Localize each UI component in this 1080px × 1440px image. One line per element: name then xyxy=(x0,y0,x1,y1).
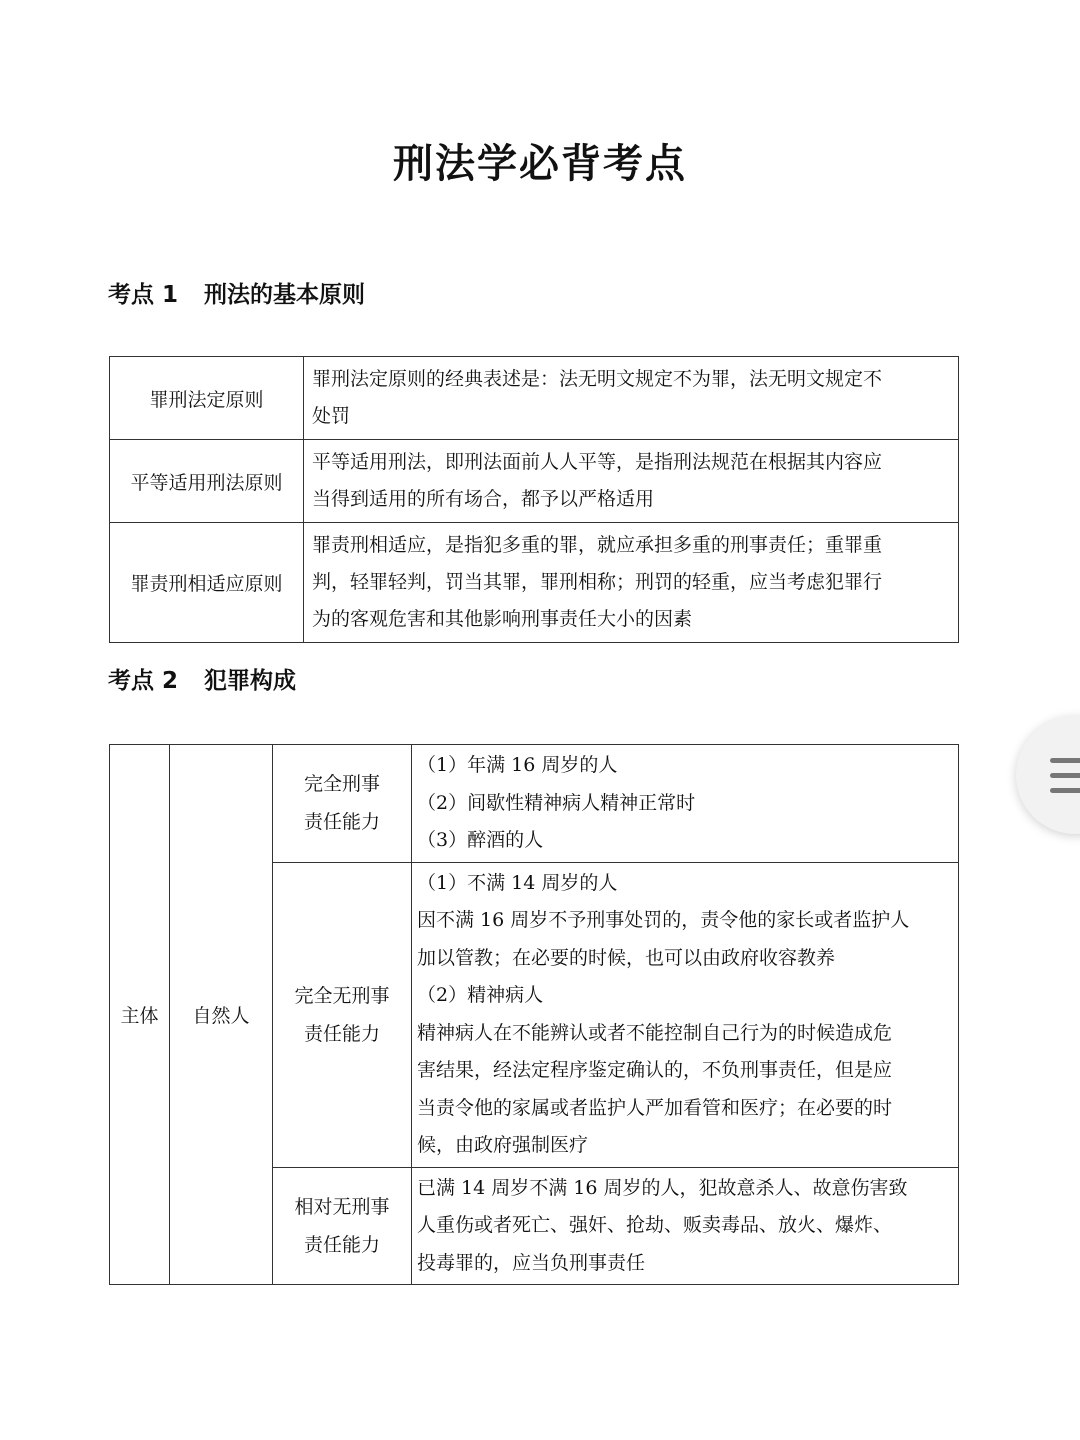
principle-description xyxy=(304,523,959,643)
text-line: 投毒罪的，应当负刑事责任 xyxy=(417,1251,646,1274)
text-line: （1）不满 14 周岁的人 xyxy=(417,871,618,894)
table-row xyxy=(110,523,959,643)
text-line: 精神病人在不能辨认或者不能控制自己行为的时候造成危 xyxy=(417,1021,893,1044)
section-title: 犯罪构成 xyxy=(204,668,297,694)
text-line: 责任能力 xyxy=(303,811,380,834)
text-line: 责任能力 xyxy=(303,1022,380,1045)
capacity-category xyxy=(273,862,412,1167)
text-line: 判，轻罪轻判，罚当其罪，罪刑相称；刑罚的轻重，应当考虑犯罪行 xyxy=(312,571,883,593)
text-line: （2）间歇性精神病人精神正常时 xyxy=(417,791,696,814)
capacity-description xyxy=(412,862,959,1167)
text-line: （2）精神病人 xyxy=(417,984,544,1006)
text-line: 完全刑事 xyxy=(303,773,380,796)
table-row xyxy=(110,745,959,863)
text-line: 相对无刑事 xyxy=(294,1195,390,1218)
text-line: 候，由政府强制医疗 xyxy=(417,1134,589,1156)
text-line: 人重伤或者死亡、强奸、抢劫、贩卖毒品、放火、爆炸、 xyxy=(417,1214,893,1236)
principle-name: 平等适用刑法原则 xyxy=(110,440,304,523)
section-number: 考点 1 xyxy=(108,282,179,308)
section-heading-1 xyxy=(108,280,365,310)
text-line: 罪责刑相适应，是指犯多重的罪，就应承担多重的刑事责任；重罪重 xyxy=(312,534,883,556)
text-line: 罪刑法定原则的经典表述是：法无明文规定不为罪，法无明文规定不 xyxy=(312,368,883,390)
capacity-category xyxy=(273,745,412,863)
floating-menu-button[interactable] xyxy=(1016,716,1080,834)
table-row xyxy=(110,357,959,440)
principles-table xyxy=(109,356,959,643)
crime-composition-table xyxy=(109,744,959,1285)
text-line: 处罚 xyxy=(312,405,351,427)
text-line: 平等适用刑法，即刑法面前人人平等，是指刑法规范在根据其内容应 xyxy=(312,451,883,473)
capacity-description xyxy=(412,1167,959,1285)
capacity-description xyxy=(412,745,959,863)
text-line: 已满 14 周岁不满 16 周岁的人，犯故意杀人、故意伤害致 xyxy=(417,1176,908,1199)
text-line: 责任能力 xyxy=(303,1233,380,1256)
natural-person-cell: 自然人 xyxy=(170,745,273,1285)
principle-description xyxy=(304,357,959,440)
capacity-category xyxy=(273,1167,412,1285)
text-line: 完全无刑事 xyxy=(294,984,390,1007)
text-line: 当责令他的家属或者监护人严加看管和医疗；在必要的时 xyxy=(417,1096,893,1119)
principle-name: 罪刑法定原则 xyxy=(110,357,304,440)
section-title: 刑法的基本原则 xyxy=(204,282,366,308)
text-line: 因不满 16 周岁不予刑事处罚的，责令他的家长或者监护人 xyxy=(417,909,910,931)
text-line: 害结果，经法定程序鉴定确认的，不负刑事责任，但是应 xyxy=(417,1059,893,1081)
section-number: 考点 2 xyxy=(108,668,179,694)
text-line: 当得到适用的所有场合，都予以严格适用 xyxy=(312,488,655,510)
subject-cell: 主体 xyxy=(110,745,170,1285)
text-line: （1）年满 16 周岁的人 xyxy=(417,754,618,776)
principle-description xyxy=(304,440,959,523)
section-heading-2 xyxy=(108,666,296,696)
text-line: 为的客观危害和其他影响刑事责任大小的因素 xyxy=(312,608,693,630)
text-line: （3）醉酒的人 xyxy=(417,829,544,851)
table-row xyxy=(110,440,959,523)
principle-name: 罪责刑相适应原则 xyxy=(110,523,304,643)
page-title: 刑法学必背考点 xyxy=(393,141,687,187)
text-line: 加以管教；在必要的时候，也可以由政府收容教养 xyxy=(417,946,836,969)
